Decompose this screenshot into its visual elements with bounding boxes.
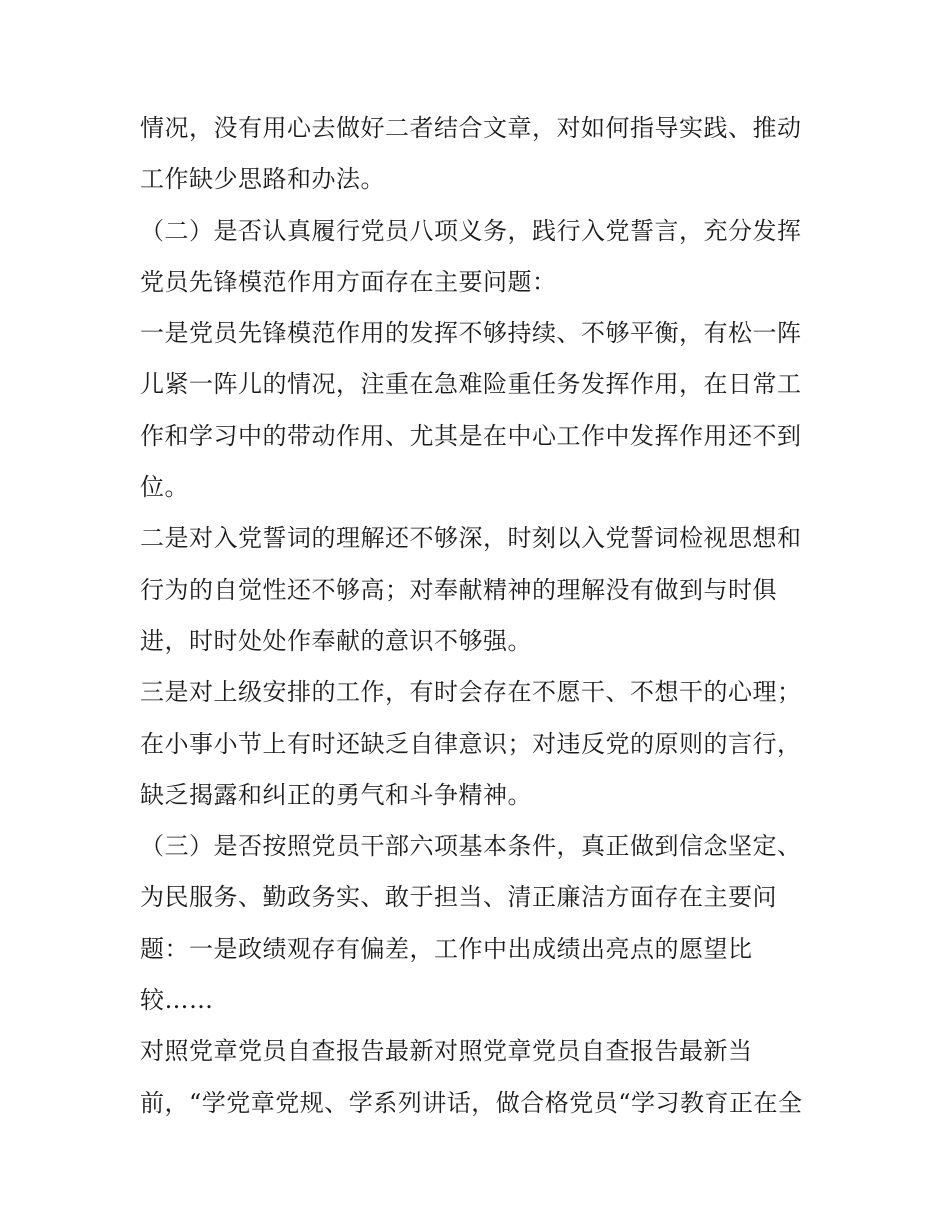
text-line: 进，时时处处作奉献的意识不够强。 [140,626,532,655]
text-line: 情况，没有用心去做好二者结合文章，对如何指导实践、推动 [140,114,802,142]
text-line: 行为的自觉性还不够高；对奉献精神的理解没有做到与时俱 [140,575,777,604]
text-line: 一是党员先锋模范作用的发挥不够持续、不够平衡，有松一阵 [140,319,802,348]
text-line: 较…… [140,986,214,1015]
text-line: （二）是否认真履行党员八项义务，践行入党誓言，充分发挥 [140,216,802,245]
text-line: 儿紧一阵儿的情况，注重在急难险重任务发挥作用，在日常工 [140,370,802,399]
text-line: 位。 [140,473,189,502]
text-line: 前，“学党章党规、学系列讲话，做合格党员“学习教育正在全 [140,1088,803,1117]
text-line: 三是对上级安排的工作，有时会存在不愿干、不想干的心理； [140,678,802,707]
text-line: 党员先锋模范作用方面存在主要问题： [140,267,557,296]
text-line: 二是对入党誓词的理解还不够深，时刻以入党誓词检视思想和 [140,524,802,553]
text-line: （三）是否按照党员干部六项基本条件，真正做到信念坚定、 [140,832,802,861]
text-line: 为民服务、勤政务实、敢于担当、清正廉洁方面存在主要问 [140,883,777,912]
text-line: 工作缺少思路和办法。 [140,165,385,194]
document-body [140,103,830,1129]
text-line: 在小事小节上有时还缺乏自律意识；对违反党的原则的言行， [140,729,802,758]
text-line: 缺乏揭露和纠正的勇气和斗争精神。 [140,780,532,809]
text-line: 题：一是政绩观存有偏差，工作中出成绩出亮点的愿望比 [140,934,753,963]
text-line: 作和学习中的带动作用、尤其是在中心工作中发挥作用还不到 [140,421,802,450]
text-line: 对照党章党员自查报告最新对照党章党员自查报告最新当 [140,1037,753,1066]
